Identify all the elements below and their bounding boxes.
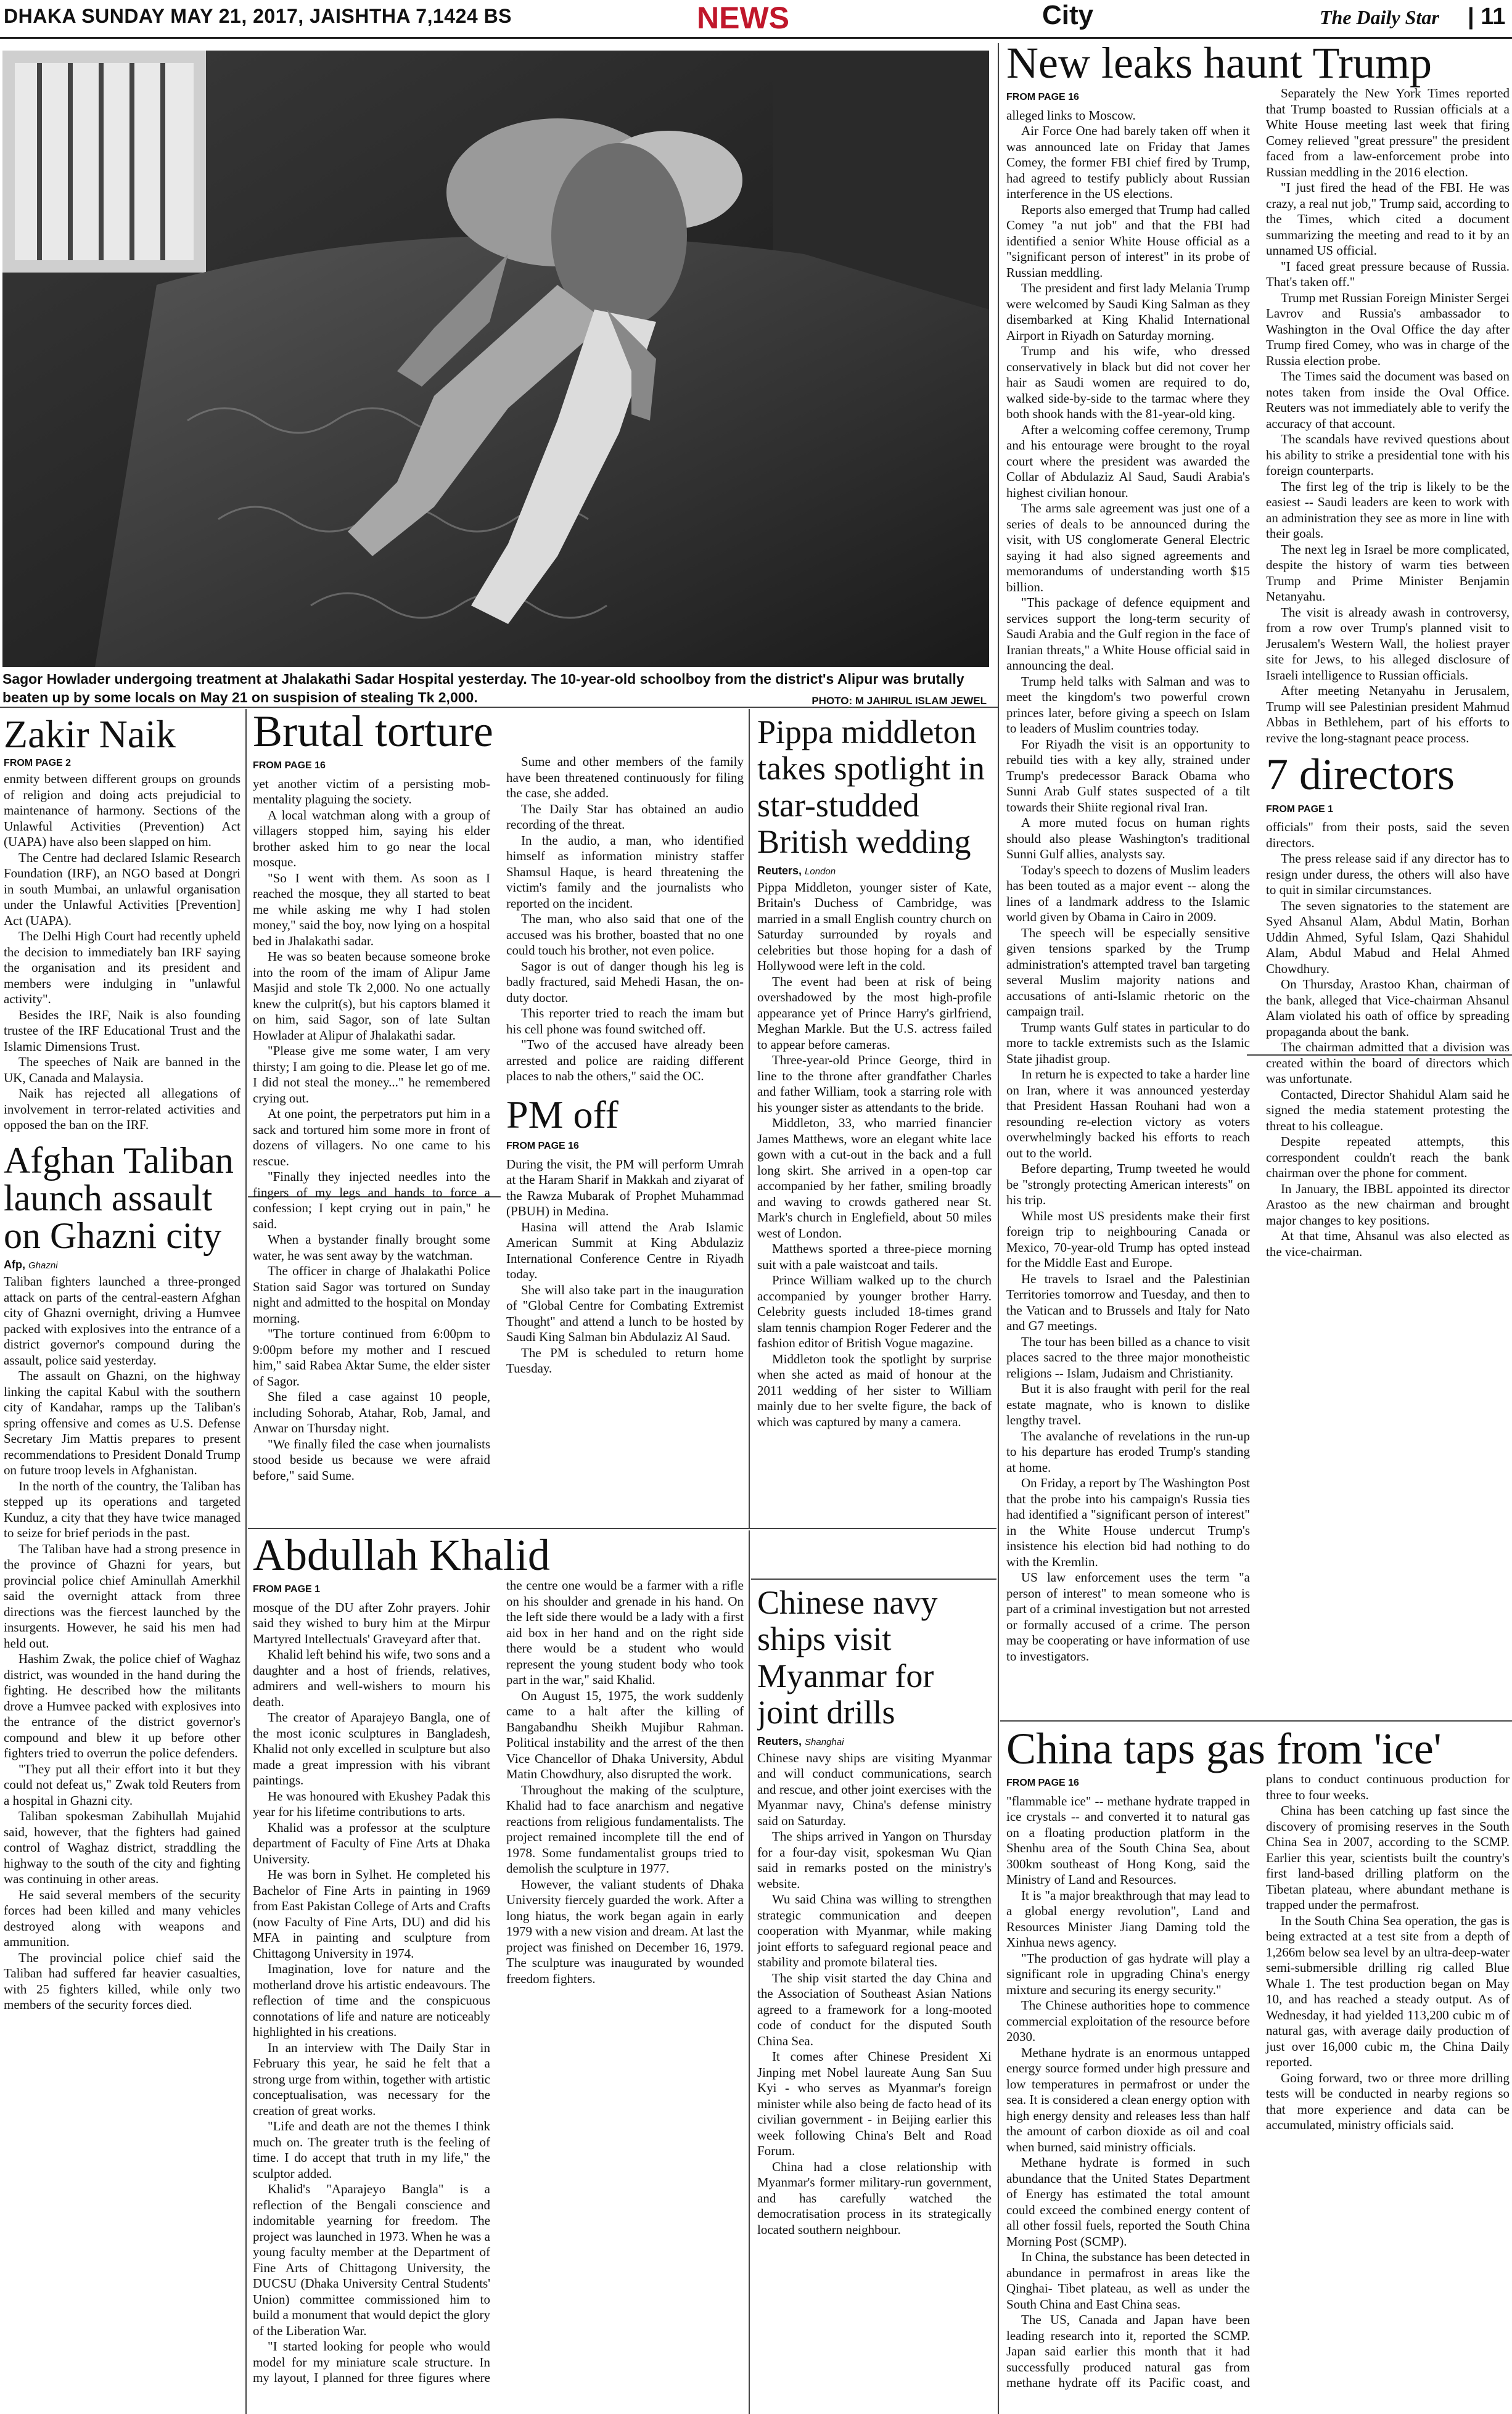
headline: New leaks haunt Trump xyxy=(1006,41,1432,88)
paragraph: Prince William walked up to the church accompanied by younger brother Harry. Celebrity guests included 18-times grand slam tennis champion Roger Federer and the fashion editor of British Vogue magazine. xyxy=(757,1273,992,1351)
paragraph: The creator of Aparajeyo Bangla, one of the most iconic sculptures in Bangladesh, Khalid not only excelled in sculpture but also made a great impression with his vibrant paintings. xyxy=(253,1710,490,1788)
headline-afghan-taliban: Afghan Taliban launch assault on Ghazni city xyxy=(4,1139,234,1257)
paragraph: US law enforcement uses the term "a person of interest" to mean someone who is part of a criminal investigation but not arrested or formally accused of a crime. The person may be cooperating or have information of use to investigators. xyxy=(1006,1570,1250,1664)
paragraph: Hasina will attend the Arab Islamic American Summit at King Abdulaziz International Conference Centre in Riyadh today. xyxy=(506,1219,744,1282)
photo-caption xyxy=(2,670,987,710)
paragraph: On Friday, a report by The Washington Post that the probe into his campaign's Russia ties had identified a "significant person of interest" in the White House undercut Trump's insistence his election bid had nothing to do with the Kremlin. xyxy=(1006,1476,1250,1569)
paragraph: China has been catching up fast since the discovery of promising reserves in the South China Sea in 2007, according to the SCMP. Earlier this year, scientists built the country's first land-based drilling platform on the Tibetan plateau, where abundant methane is trapped under the permafrost. xyxy=(1266,1803,1510,1913)
paragraph: Despite repeated attempts, this correspondent couldn't reach the bank chairman over the phone for comment. xyxy=(1266,1134,1510,1181)
headline-pm-off: PM off xyxy=(506,1092,618,1136)
paragraph: It is "a major breakthrough that may lead to a global energy revolution", Land and Resources Minister Jiang Daming told the Xinhua news agency. xyxy=(1006,1887,1250,1950)
news-photo xyxy=(2,51,989,667)
paragraph: The speech will be especially sensitive given tensions sparked by the Trump administration's attempted travel ban targeting several Muslim majority nations and accusations of anti-Islamic rhetoric on the campaign trail. xyxy=(1006,925,1250,1019)
paragraph: mosque of the DU after Zohr prayers. Johir said they wished to bury him at the Mirpur Martyred Intellectuals' Graveyard after that. xyxy=(253,1599,490,1646)
paragraph: The president and first lady Melania Trump were welcomed by Saudi King Salman as they disembarked at King Khalid International Airport in Riyadh on Saturday morning. xyxy=(1006,281,1250,343)
paragraph: Khalid left behind his wife, two sons and a daughter and a host of friends, relatives, admirers and well-wishers to mourn his death. xyxy=(253,1647,490,1709)
paragraph: The Times said the document was based on notes taken from inside the Oval Office. Reuters was not immediately able to verify the accuracy of that account. xyxy=(1266,369,1510,431)
paragraph: The tour has been billed as a chance to visit places sacred to the three major monotheistic religions -- Islam, Judaism and Christianity. xyxy=(1006,1334,1250,1381)
divider xyxy=(1000,1720,1512,1722)
divider xyxy=(0,707,998,708)
story-body xyxy=(253,1578,744,2398)
paragraph: In the audio, a man, who identified himself as information ministry staffer Shamsul Haque, is heard threatening the victim's family and the journalists who reported on the incident. xyxy=(506,832,744,911)
paragraph: Three-year-old Prince George, third in line to the throne after grandfather Charles and father William, took a starring role with his younger sister as attendants to the bride. xyxy=(757,1053,992,1115)
headline: Brutal torture xyxy=(253,709,493,756)
jump-label: FROM PAGE 1 xyxy=(1266,803,1334,815)
story-china-gas xyxy=(1006,1726,1510,2411)
column-left xyxy=(4,714,240,2410)
jump-label: FROM PAGE 16 xyxy=(253,760,326,771)
paragraph: At one point, the perpetrators put him in a sack and tortured him some more in front of dozens of villagers. No one came to his rescue. xyxy=(253,1106,490,1168)
paragraph: A more muted focus on human rights should also please Washington's traditional Sunni Gulf allies, analysts say. xyxy=(1006,815,1250,862)
paragraph: Imagination, love for nature and the motherland drove his artistic endeavours. The reflection of time and the conspicuous connotations of life and nature are noticeably highlighted in his creations. xyxy=(253,1961,490,2040)
boy-in-hospital-bed-image xyxy=(2,51,989,667)
jump-label: FROM PAGE 16 xyxy=(1006,1778,1079,1789)
divider xyxy=(998,43,999,2414)
page-header xyxy=(0,0,1512,39)
caption-text: Sagor Howlader undergoing treatment at Jhalakathi Sadar Hospital yesterday. The 10-year-old schoolboy from the district's Alipur was brutally beaten up by some locals on May 21 on suspision of stealing Tk 2,000. xyxy=(2,671,964,705)
paragraph: She will also take part in the inauguration of "Global Centre for Combating Extremist Thought" and attend a lunch to be hosted by Saudi King Salman bin Abdulaziz Al Saud. xyxy=(506,1282,744,1345)
paragraph: Middleton took the spotlight by surprise when she acted as maid of honour at the 2011 wedding of her sister to William mainly due to her svelte figure, the back of which was captured by many a camera. xyxy=(757,1351,992,1429)
dateline-place: Shanghai xyxy=(805,1736,844,1747)
paragraph: The PM is scheduled to return home Tuesday. xyxy=(506,1345,744,1376)
dateline: DHAKA SUNDAY MAY 21, 2017, JAISHTHA 7,1424 BS xyxy=(4,5,512,27)
paragraph: He was born in Sylhet. He completed his Bachelor of Fine Arts in painting in 1969 from East Pakistan College of Arts and Crafts (now Faculty of Fine Arts, DU) and did his MFA in painting and sculpture from Chittagong University in 1974. xyxy=(253,1867,490,1961)
paragraph: Methane hydrate is formed in such abundance that the United States Department of Energy has estimated the total amount could exceed the combined energy content of all other fossil fuels, reported the South China Morning Post (SCMP). xyxy=(1006,2155,1250,2249)
jump-label: FROM PAGE 1 xyxy=(253,1584,321,1595)
paragraph: The Delhi High Court had recently upheld the decision to immediately ban IRF saying the organisation and its president and members were indulging in "unlawful activity". xyxy=(4,929,240,1007)
paragraph: After meeting Netanyahu in Jerusalem, Trump will see Palestinian president Mahmud Abbas in Bethlehem, part of his efforts to revive the long-stagnant peace process. xyxy=(1266,683,1510,745)
divider xyxy=(749,709,750,1529)
paragraph: "This package of defence equipment and services support the long-term security of Saudi Arabia and the Gulf region in the face of Iranian threats," a White House official said in announcing the deal. xyxy=(1006,595,1250,673)
story-trump xyxy=(1006,41,1510,1712)
paragraph: In China, the substance has been detected in abundance in permafrost in areas like the Qinghai- Tibet plateau, as well as under the South China and East China seas. xyxy=(1006,2249,1250,2312)
paragraph: After a welcoming coffee ceremony, Trump and his entourage were brought to the royal court where the president was awarded the Collar of Abdulaziz Al Saud, Saudi Arabia's highest civilian honour. xyxy=(1006,422,1250,500)
headline: Pippa middleton takes spotlight in star-studded British wedding xyxy=(757,714,985,861)
paragraph: "Life and death are not the themes I think much on. The greater truth is the feeling of time. I do accept that truth in my life," the sculptor added. xyxy=(253,2119,490,2181)
paragraph: Going forward, two or three more drilling tests will be conducted in nearby regions so that more experience and data can be accumulated, ministry officials said. xyxy=(1266,2070,1510,2133)
paragraph: A local watchman along with a group of villagers stopped him, saying his elder brother asked him to go near the local mosque. xyxy=(253,807,490,870)
paragraph: For Riyadh the visit is an opportunity to rebuild ties with a key ally, strained under Trump's predecessor Barack Obama who Sunni Arab Gulf states suspected of a tilt towards their Shiite regional rival Iran. xyxy=(1006,736,1250,815)
story-brutal-torture xyxy=(253,709,744,1523)
jump-label: FROM PAGE 2 xyxy=(4,758,72,769)
story-chinese-navy xyxy=(757,1585,992,2411)
paragraph: The seven signatories to the statement are Syed Ahsanul Alam, Abdul Matin, Borhan Uddin Ahmed, Syful Islam, Qazi Shahidul Alam, Abdul Mabud and Helal Ahmed Chowdhury. xyxy=(1266,898,1510,976)
paragraph: The chairman admitted that a division was created within the board of directors which was unfortunate. xyxy=(1266,1040,1510,1086)
paragraph: In the South China Sea operation, the gas is being extracted at a test site from a depth of 1,266m below sea level by an ultra-deep-water semi-submersible drilling rig called Blue Whale 1. The test production began on May 10, and has reached a steady output. As of Wednesday, it had yielded 113,200 cubic m of natural gas, with average daily production of just over 16,000 cubic m, the China Daily reported. xyxy=(1266,1913,1510,2070)
story-pippa xyxy=(757,714,992,1524)
paragraph: On Thursday, Arastoo Khan, chairman of the bank, alleged that Vice-chairman Ahsanul Alam violated his oath of office by spreading propaganda about the bank. xyxy=(1266,977,1510,1039)
paragraph: However, the valiant students of Dhaka University fiercely guarded the work. After a long hiatus, the work began again in early 1979 with a new vision and dream. At last the project was finished on December 16, 1979. The sculpture was inaugurated by wounded freedom fighters. xyxy=(506,1876,744,1986)
section-title: NEWS xyxy=(697,1,789,35)
headline: China taps gas from 'ice' xyxy=(1006,1726,1442,1773)
divider xyxy=(749,1530,750,2414)
divider xyxy=(751,1579,996,1580)
paragraph: "We finally filed the case when journalists stood beside us because we were afraid before," said Sume. xyxy=(253,1436,490,1483)
paragraph: Besides the IRF, Naik is also founding trustee of the IRF Educational Trust and the Islamic Dimensions Trust. xyxy=(4,1007,240,1054)
story-body xyxy=(4,1274,240,2013)
paragraph: Taliban spokesman Zabihullah Mujahid said, however, that the fighters had gained control of Waghaz district, straddling the highway to the south of the city and fighting was continuing in other areas. xyxy=(4,1808,240,1887)
paragraph: Trump met Russian Foreign Minister Sergei Lavrov and Russia's ambassador to Washington in the Oval Office the day after Trump fired Comey, who was in charge of the Russia election probe. xyxy=(1266,290,1510,368)
paragraph: "flammable ice" -- methane hydrate trapped in ice crystals -- and converted it to natural gas on a floating production platform in the Shenhu area of the South China Sea, about 300km southeast of Hong Kong, said the Ministry of Land and Resources. xyxy=(1006,1793,1250,1887)
paragraph: Methane hydrate is an enormous untapped energy source formed under high pressure and low temperatures in permafrost or under the sea. It is considered a clean energy option with high energy density and releases less than half the amount of carbon dioxide as oil and coal when burned, said ministry officials. xyxy=(1006,2045,1250,2154)
paragraph: Naik has rejected all allegations of involvement in terror-related activities and opposed the ban on the IRF. xyxy=(4,1086,240,1133)
paragraph: The speeches of Naik are banned in the UK, Canada and Malaysia. xyxy=(4,1054,240,1085)
paragraph: The arms sale agreement was just one of a series of deals to be announced during the visit, with US conglomerate General Electric saying it had also signed agreements and memorandums of understanding worth $15 billion. xyxy=(1006,501,1250,594)
paragraph: Sagor is out of danger though his leg is badly fractured, said Mehedi Hasan, the on-duty doctor. xyxy=(506,958,744,1005)
paragraph: "Finally they injected needles into the fingers of my legs and hands to force a confession; I kept crying out in pain," he said. xyxy=(253,1169,490,1231)
byline xyxy=(757,1735,992,1748)
paragraph: This reporter tried to reach the imam but his cell phone was found switched off. xyxy=(506,1006,744,1037)
paragraph: Chinese navy ships are visiting Myanmar and will conduct communications, search and rescue, and other joint exercises with the Myanmar navy, China's defense ministry said on Saturday. xyxy=(757,1750,992,1828)
paragraph: The press release said if any director has to resign under duress, the others will also have to quit in similar circumstances. xyxy=(1266,851,1510,898)
paragraph: Hashim Zwak, the police chief of Waghaz district, was wounded in the hand during the fighting. He described how the militants drove a Humvee packed with explosives into the entrance of the district governor's compound and blew it up before other fighters tried to overrun the police defenders. xyxy=(4,1651,240,1761)
paragraph: "Please give me some water, I am very thirsty; I am going to die. Please let go of me. I did not steal the money..." he remembered crying out. xyxy=(253,1043,490,1106)
section-subtitle: City xyxy=(1042,0,1094,30)
story-body xyxy=(757,880,992,1431)
paragraph: Middleton, 33, who married financier James Matthews, wore an elegant white lace gown with a cut-out in the back and a full long skirt. She arrived in a open-top car accompanied by her father, smiling broadly and waving to crowds gathered near St. Mark's church in Englefield, about 50 miles west of London. xyxy=(757,1115,992,1241)
page-number: | 11 xyxy=(1468,4,1506,30)
paragraph: The Daily Star has obtained an audio recording of the threat. xyxy=(506,801,744,832)
paragraph: He was honoured with Ekushey Padak this year for his lifetime contributions to arts. xyxy=(253,1788,490,1820)
paragraph: "So I went with them. As soon as I reached the mosque, they all started to beat me while asking me why I had stolen money," said the boy, now lying on a hospital bed in Jhalakathi sadar. xyxy=(253,870,490,948)
story-body xyxy=(757,1751,992,2238)
paragraph: On August 15, 1975, the work suddenly came to a halt after the killing of Bangabandhu Sheikh Mujibur Rahman. Political instability and the arrest of the then Vice Chancellor of Dhaka University, Abdul Matin Chowdhury, also disrupted the work. xyxy=(506,1688,744,1782)
paragraph: Trump and his wife, who dressed conservatively in black but did not cover her hair as Saudi women are required to do, walked side-by-side to the tarmac where they both shook hands with the 81-year-old king. xyxy=(1006,343,1250,422)
dateline-place: Ghazni xyxy=(28,1260,58,1271)
paragraph: When a bystander finally brought some water, he was sent away by the watchman. xyxy=(253,1232,490,1263)
paragraph: The US, Canada and Japan have been leading research into it, reported the SCMP. Japan said earlier this month that it had successfully produced natural gas from methane hydrate off its Pacific coast, and plans to conduct continuous production for three to four weeks. xyxy=(1006,1771,1510,2391)
story-body xyxy=(4,771,240,1133)
paragraph: enmity between different groups on grounds of religion and doing acts prejudicial to maintenance of harmony. Sections of the Unlawful Activities (Prevention) Act (UAPA) have also been slapped on him. xyxy=(4,771,240,850)
paragraph: Khalid's "Aparajeyo Bangla" is a reflection of the Bengali conscience and indomitable yearning for freedom. The project was launched in 1973. When he was a young faculty member at the Department of Fine Arts of Chittagong University, the DUCSU (Dhaka University Central Students' Union) committee commissioned him to build a monument that would depict the glory of the Liberation War. xyxy=(253,2182,490,2338)
paragraph: In return he is expected to take a harder line on Iran, where it was announced yesterday that President Hassan Rouhani had won a resounding re-election victory as voters overwhelmingly backed his efforts to reach out to the world. xyxy=(1006,1067,1250,1160)
paragraph: At that time, Ahsanul was also elected as the vice-chairman. xyxy=(1266,1228,1510,1259)
paragraph: Before departing, Trump tweeted he would be "strongly protecting American interests" on his trip. xyxy=(1006,1161,1250,1208)
paragraph: He travels to Israel and the Palestinian Territories tomorrow and Tuesday, and then to the Vatican and to Brussels and Italy for Nato and G7 meetings. xyxy=(1006,1271,1250,1334)
agency: Reuters, xyxy=(757,1735,802,1747)
paragraph: China had a close relationship with Myanmar's former military-run government, and has carefully watched the democratisation process in its strategically located southern neighbour. xyxy=(757,2159,992,2237)
paragraph: Taliban fighters launched a three-pronged attack on parts of the central-eastern Afghan city of Ghazni overnight, driving a Humvee packed with explosives into the entrance of a district governor's compound during the assault, police said yesterday. xyxy=(4,1274,240,1368)
divider xyxy=(245,709,247,2414)
paragraph: The avalanche of revelations in the run-up to his departure has eroded Trump's standing at home. xyxy=(1006,1428,1250,1475)
headline-7-directors: 7 directors xyxy=(1266,750,1455,800)
masthead-logo: The Daily Star xyxy=(1320,6,1439,28)
paragraph: Wu said China was willing to strengthen strategic communication and deepen cooperation with Myanmar, while making joint efforts to safeguard regional peace and stability and promote bilateral ties. xyxy=(757,1892,992,1970)
paragraph: "The production of gas hydrate will play a significant role in upgrading China's energy mixture and securing its energy security." xyxy=(1006,1950,1250,1997)
paragraph: But it is also fraught with peril for the real estate magnate, who is known to dislike lengthy travel. xyxy=(1006,1381,1250,1428)
paragraph: Trump held talks with Salman and was to meet the kingdom's two powerful crown princes later, before giving a speech on Islam to leaders of Muslim countries today. xyxy=(1006,673,1250,736)
paragraph: The ships arrived in Yangon on Thursday for a four-day visit, spokesman Wu Qian said in remarks posted on the ministry's website. xyxy=(757,1829,992,1891)
paragraph: Sume and other members of the family have been threatened continuously for filing the case, she added. xyxy=(506,754,744,801)
paragraph: Air Force One had barely taken off when it was announced late on Friday that James Comey, the former FBI chief fired by Trump, had agreed to testify publicly about Russian interference in the US elections. xyxy=(1006,123,1250,202)
dateline-place: London xyxy=(805,866,836,877)
paragraph: "The torture continued from 6:00pm to 9:00pm before my mother and I rescued him," said Rabea Aktar Sume, the elder sister of Sagor. xyxy=(253,1326,490,1389)
paragraph: He was so beaten because someone broke into the room of the imam of Alipur Jame Masjid and stole Tk 2,000. No one actually knew the culprit(s), but his captors blamed it on him, said Sagor, son of late Sultan Howlader at Alipur of Jhalakathi sadar. xyxy=(253,949,490,1043)
paragraph: The provincial police chief said the Taliban had suffered far heavier casualties, with 25 fighters killed, while only two members of the security forces died. xyxy=(4,1950,240,2013)
paragraph: The Chinese authorities hope to commence commercial exploitation of the resource before 2030. xyxy=(1006,1998,1250,2045)
paragraph: "I just fired the head of the FBI. He was crazy, a real nut job," Trump said, according to the Times, which cited a document summarizing the meeting and read to it by an unnamed US official. xyxy=(1266,180,1510,258)
photo-credit: PHOTO: M JAHIRUL ISLAM JEWEL xyxy=(811,695,987,707)
agency: Afp, xyxy=(4,1258,25,1271)
story-body xyxy=(1006,1771,1510,2394)
paragraph: Throughout the making of the sculpture, Khalid had to face anarchism and negative reactions from religious fundamentalists. The project remained incomplete till the end of 1978. Some fundamentalist groups tried to demolish the sculpture in 1977. xyxy=(506,1782,744,1876)
jump-label: FROM PAGE 16 xyxy=(1006,92,1079,103)
paragraph: Today's speech to dozens of Muslim leaders has been touted as a major event -- along the lines of a landmark address to the Islamic world given by Obama in Cairo in 2009. xyxy=(1006,862,1250,925)
jump-label: FROM PAGE 16 xyxy=(506,1141,579,1152)
paragraph: The man, who also said that one of the accused was his brother, boasted that no one could touch his brother, not even police. xyxy=(506,911,744,958)
paragraph: The first leg of the trip is likely to be the easiest -- Saudi leaders are keen to work with an administration they see as more in line with their goals. xyxy=(1266,478,1510,541)
headline-zakir-naik: Zakir Naik xyxy=(4,714,176,756)
paragraph: He said several members of the security forces had been killed and many vehicles destroyed along with weapons and ammunition. xyxy=(4,1887,240,1950)
paragraph: The assault on Ghazni, on the highway linking the capital Kabul with the southern city of Kandahar, ramps up the Taliban's spring offensive and comes as U.S. Defense Secretary Jim Mattis prepares to present recommendations to President Donald Trump on future troop levels in Afghanistan. xyxy=(4,1368,240,1478)
story-body xyxy=(1006,86,1510,1689)
paragraph: In January, the IBBL appointed its director Arastoo as the new chairman and brought major changes to key positions. xyxy=(1266,1181,1510,1228)
paragraph: The visit is already awash in controversy, from a row over Trump's planned visit to Jerusalem's Western Wall, the holiest prayer site for Jews, to his alleged disclosure of Israeli intelligence to Russian officials. xyxy=(1266,604,1510,683)
agency: Reuters, xyxy=(757,864,802,877)
paragraph: The next leg in Israel be more complicated, despite the history of warm ties between Trump and Prime Minister Benjamin Netanyahu. xyxy=(1266,541,1510,604)
paragraph: Khalid was a professor at the sculpture department of Faculty of Fine Arts at Dhaka University. xyxy=(253,1820,490,1866)
paragraph: Reports also emerged that Trump had called Comey "a nut job" and that the FBI had identified a senior White House official as a "significant person of interest" in its probe of Russian meddling. xyxy=(1006,202,1250,280)
paragraph: The Centre had declared Islamic Research Foundation (IRF), an NGO based at Dongri in south Mumbai, an unlawful organisation under the Unlawful Activities [Prevention] Act (UAPA). xyxy=(4,850,240,928)
divider xyxy=(248,1528,996,1529)
paragraph: The ship visit started the day China and the Association of Southeast Asian Nations agreed to a framework for a long-mooted code of conduct for the disputed South China Sea. xyxy=(757,1970,992,2048)
paragraph: "I faced great pressure because of Russia. That's taken off." xyxy=(1266,258,1510,290)
paragraph: The Taliban have had a strong presence in the province of Ghazni for years, but provincial police chief Aminullah Amerkhil said the overnight attack from three directions was the fiercest launched by the insurgents. However, he said his men had held out. xyxy=(4,1541,240,1651)
paragraph: The officer in charge of Jhalakathi Police Station said Sagor was tortured on Sunday night and admitted to the hospital on Monday morning. xyxy=(253,1263,490,1326)
paragraph: "I started looking for people who would model for my miniature scale structure. In my layout, I planned for three figures where the centre one would be a farmer with a rifle on his shoulder and grenade in his hand. On the left side there would be a lady with a first aid box in her hand and on the right side there would be a student who would represent the young student body who took part in the war," said Khalid. xyxy=(253,1578,744,2386)
paragraph: officials" from their posts, said the seven directors. xyxy=(1266,819,1510,850)
paragraph: alleged links to Moscow. xyxy=(1006,107,1136,123)
paragraph: She filed a case against 10 people, including Sohorab, Atahar, Rob, Jamal, and Anwar on Thursday night. xyxy=(253,1389,490,1436)
paragraph: It comes after Chinese President Xi Jinping met Nobel laureate Aung San Suu Kyi - who serves as Myanmar's foreign minister while also being de facto head of its civilian government - in Beijing earlier this week following China's Belt and Road Forum. xyxy=(757,2049,992,2159)
paragraph: Matthews sported a three-piece morning suit with a pale waistcoat and tails. xyxy=(757,1241,992,1272)
paragraph: "They put all their effort into it but they could not defeat us," Zwak told Reuters from a hospital in Ghazni city. xyxy=(4,1761,240,1808)
paragraph: While most US presidents make their first foreign trip to neighbouring Canada or Mexico, 70-year-old Trump has opted instead for the Middle East and Europe. xyxy=(1006,1208,1250,1271)
paragraph: Separately the New York Times reported that Trump boasted to Russian officials at a White House meeting last week that firing Comey relieved "great pressure" the president faced from a law-enforcement probe into Russian meddling in the 2016 election. xyxy=(1266,86,1510,179)
paragraph: yet another victim of a persisting mob-mentality plaguing the society. xyxy=(253,776,490,807)
paragraph: "Two of the accused have already been arrested and police are raiding different places to nab the others," said the OC. xyxy=(506,1037,744,1084)
headline: Chinese navy ships visit Myanmar for joint drills xyxy=(757,1585,938,1731)
paragraph: Pippa Middleton, younger sister of Kate, Britain's Duchess of Cambridge, was married in a small English country church on Saturday surrounded by royals and celebrities but those hoping for a dash of Hollywood were left in the cold. xyxy=(757,879,992,974)
paragraph: Trump wants Gulf states in particular to do more to tackle extremists such as the Islamic State jihadist group. xyxy=(1006,1019,1250,1066)
byline xyxy=(4,1258,240,1271)
paragraph: The event had been at risk of being overshadowed by the most high-profile appearance yet of Prince Harry's girlfriend, Meghan Markle. But the U.S. actress failed to appear before cameras. xyxy=(757,974,992,1052)
story-body xyxy=(253,754,744,1509)
paragraph: The scandals have revived questions about his ability to strike a presidential tone with his foreign counterparts. xyxy=(1266,432,1510,478)
paragraph: Contacted, Director Shahidul Alam said he signed the media statement protesting the threat to his colleague. xyxy=(1266,1086,1510,1133)
paragraph: In the north of the country, the Taliban has stepped up its operations and targeted Kunduz, a city that they have twice managed to seize for brief periods in the past. xyxy=(4,1478,240,1541)
headline: Abdullah Khalid xyxy=(253,1533,550,1580)
paragraph: During the visit, the PM will perform Umrah at the Haram Sharif in Makkah and ziyarat of the Rawza Mubarak of Prophet Muhammad (PBUH) in Medina. xyxy=(506,1156,744,1219)
story-abdullah-khalid xyxy=(253,1533,744,2411)
paragraph: In an interview with The Daily Star in February this year, he said he felt that a strong urge from within, together with artistic conceptualisation, was necessary for the creation of great works. xyxy=(253,2040,490,2118)
byline xyxy=(757,864,992,877)
